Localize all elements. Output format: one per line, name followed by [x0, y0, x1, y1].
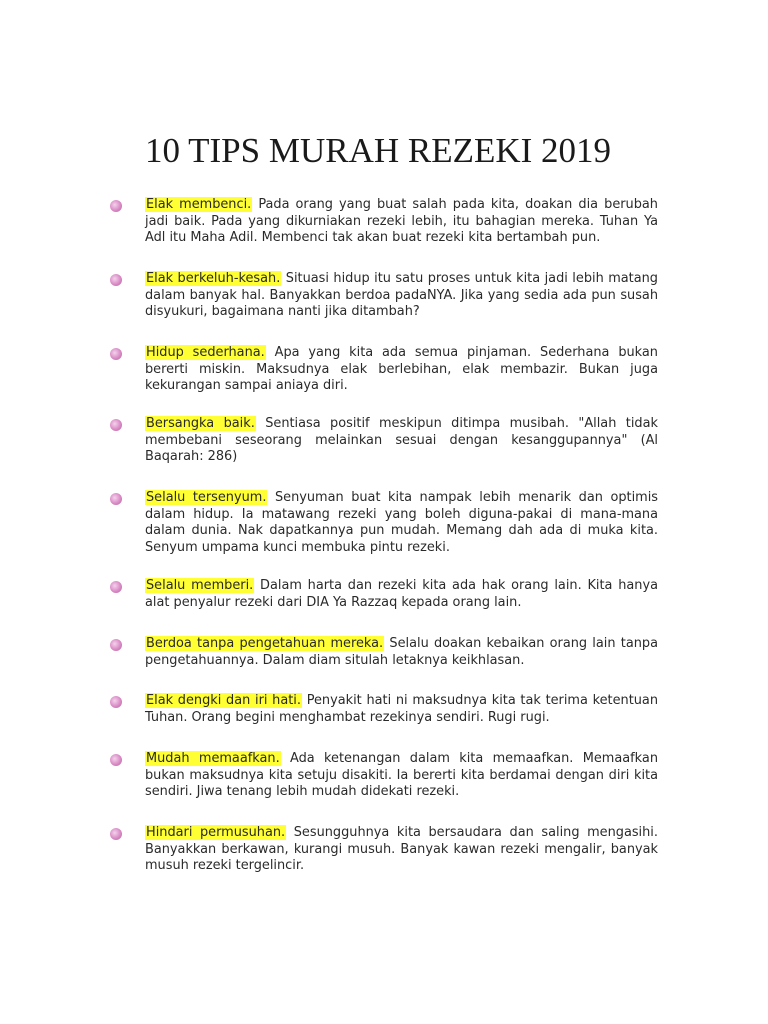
bullet-icon — [110, 639, 122, 651]
list-item — [110, 578, 658, 611]
tip-body: Situasi hidup itu satu proses untuk kita jadi lebih matang dalam banyak hal. Banyakkan berdoa padaNYA. Jika yang sedia ada pun susah disyukuri, bagaimana nanti jika ditambah? — [145, 271, 658, 320]
tip-text — [110, 345, 658, 395]
tip-text — [110, 636, 658, 669]
list-item — [110, 636, 658, 669]
tip-text — [110, 693, 658, 726]
tip-text — [110, 578, 658, 611]
tip-heading: Selalu tersenyum. — [146, 490, 267, 505]
list-item — [110, 345, 658, 395]
list-item — [110, 197, 658, 247]
tip-heading: Hindari permusuhan. — [146, 825, 286, 840]
tip-text — [110, 490, 658, 556]
bullet-icon — [110, 581, 122, 593]
bullet-icon — [110, 274, 122, 286]
list-item — [110, 271, 658, 321]
bullet-icon — [110, 696, 122, 708]
bullet-icon — [110, 754, 122, 766]
tip-heading: Hidup sederhana. — [146, 345, 265, 360]
tip-heading: Bersangka baik. — [146, 416, 255, 431]
bullet-icon — [110, 828, 122, 840]
bullet-icon — [110, 200, 122, 212]
list-item — [110, 693, 658, 726]
tip-body: Sesungguhnya kita bersaudara dan saling mengasihi. Banyakkan berkawan, kurangi musuh. Banyak kawan rezeki mengalir, banyak musuh rezeki tergelincir. — [145, 825, 658, 874]
tip-body: Penyakit hati ni maksudnya kita tak terima ketentuan Tuhan. Orang begini menghambat rezekinya sendiri. Rugi rugi. — [145, 693, 658, 725]
tip-body: Selalu doakan kebaikan orang lain tanpa pengetahuannya. Dalam diam situlah letaknya keikhlasan. — [145, 636, 658, 668]
tip-text — [110, 825, 658, 875]
tip-heading: Berdoa tanpa pengetahuan mereka. — [146, 636, 384, 651]
tip-heading: Mudah memaafkan. — [146, 751, 280, 766]
tip-text — [110, 751, 658, 801]
bullet-icon — [110, 493, 122, 505]
bullet-icon — [110, 419, 122, 431]
tip-text — [110, 416, 658, 466]
tip-heading: Elak dengki dan iri hati. — [146, 693, 301, 708]
tip-heading: Elak membenci. — [146, 197, 252, 212]
tip-body: Ada ketenangan dalam kita memaafkan. Memaafkan bukan maksudnya kita setuju disakiti. Ia bererti kita berdamai dengan diri kita sendiri. Jiwa tenang lebih mudah didekati rezeki. — [145, 751, 658, 800]
tip-body: Sentiasa positif meskipun ditimpa musibah. "Allah tidak membebani seseorang melainkan sesuai dengan kesanggupannya" (Al Baqarah: 286) — [145, 416, 658, 465]
list-item — [110, 751, 658, 801]
list-item — [110, 416, 658, 466]
tip-text — [110, 271, 658, 321]
page-title: 10 TIPS MURAH REZEKI 2019 — [145, 131, 612, 170]
tip-text — [110, 197, 658, 247]
list-item — [110, 825, 658, 875]
list-item — [110, 490, 658, 556]
tip-body: Apa yang kita ada semua pinjaman. Sederhana bukan bererti miskin. Maksudnya elak berlebihan, elak membazir. Bukan juga kekurangan sampai aniaya diri. — [145, 345, 658, 394]
tip-heading: Elak berkeluh-kesah. — [146, 271, 281, 286]
tip-body: Pada orang yang buat salah pada kita, doakan dia berubah jadi baik. Pada yang dikurniakan rezeki lebih, itu bahagian mereka. Tuhan Ya Adl itu Maha Adil. Membenci tak akan buat rezeki kita bertambah pun. — [145, 197, 658, 246]
tip-body: Senyuman buat kita nampak lebih menarik dan optimis dalam hidup. Ia matawang rezeki yang boleh diguna-pakai di mana-mana dalam dunia. Nak dapatkannya pun mudah. Memang dah ada di muka kita. Senyum umpama kunci membuka pintu rezeki. — [145, 490, 659, 555]
bullet-icon — [110, 348, 122, 360]
tip-body: Dalam harta dan rezeki kita ada hak orang lain. Kita hanya alat penyalur rezeki dari DIA Ya Razzaq kepada orang lain. — [145, 578, 658, 610]
tip-heading: Selalu memberi. — [146, 578, 254, 593]
